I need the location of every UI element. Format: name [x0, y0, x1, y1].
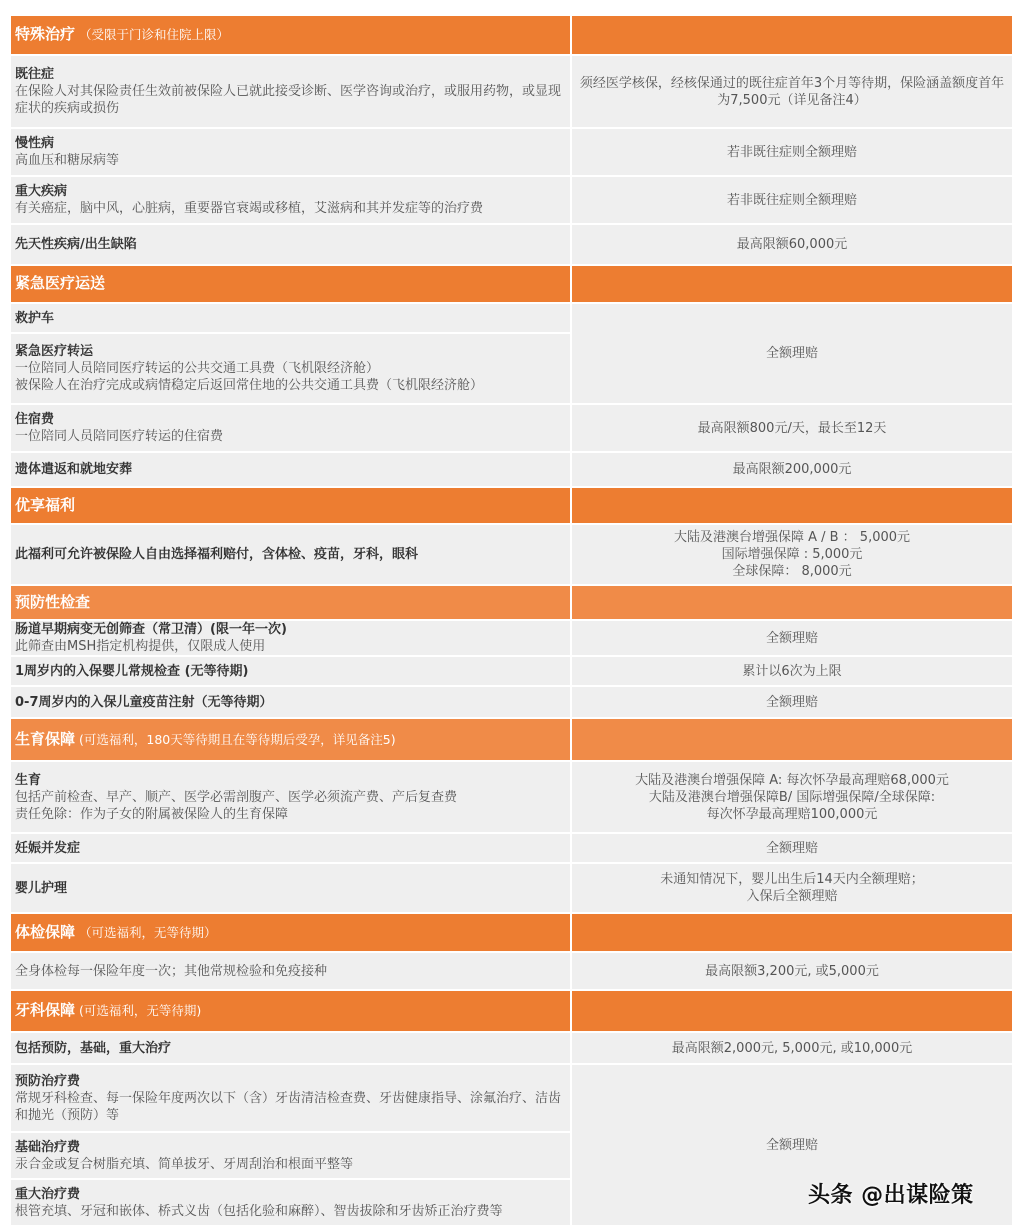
benefit-text: 全额理赔 [765, 694, 818, 710]
item-cell [10, 1064, 571, 1132]
item-cell [10, 487, 571, 524]
benefit-cell [571, 452, 1013, 487]
benefit-text: 最高限额200,000元 [732, 462, 852, 477]
item-description: 有关癌症，脑中风，心脏病，重要器官衰竭或移植，艾滋病和其并发症等的治疗费 [15, 201, 484, 216]
item-title: 妊娠并发症 [15, 840, 81, 856]
benefit-text: 累计以6次为上限 [742, 663, 842, 679]
table-row [10, 686, 1013, 718]
benefit-text: 每次怀孕最高理赔100,000元 [706, 806, 878, 822]
section-title: 特殊治疗 [15, 25, 76, 43]
item-cell [10, 913, 571, 952]
item-description: 汞合金或复合树脂充填、简单拔牙、牙周刮治和根面平整等 [15, 1156, 354, 1172]
item-cell [10, 128, 571, 176]
watermark: 头条 @出谋险策 [808, 1183, 974, 1208]
benefit-text: 最高限额60,000元 [736, 237, 848, 252]
section-note: （受限于门诊和住院上限） [79, 27, 230, 42]
table-row [10, 452, 1013, 487]
item-description: 一位陪同人员陪同医疗转运的住宿费 [15, 429, 224, 444]
benefit-cell [571, 833, 1013, 863]
benefit-cell [571, 863, 1013, 913]
benefit-text: 全额理赔 [765, 1137, 818, 1153]
benefit-text: 大陆及港澳台增强保障 A / B ： 5,000元 [673, 530, 911, 545]
item-cell [10, 1132, 571, 1179]
benefit-cell [571, 761, 1013, 833]
benefit-text: 国际增强保障 : 5,000元 [721, 547, 863, 562]
item-title: 肠道早期病变无创筛查（常卫清）(限一年一次) [15, 622, 287, 637]
section-title: 预防性检查 [15, 592, 91, 611]
item-cell [10, 452, 571, 487]
item-description: 常规牙科检查、每一保险年度两次以下（含）牙齿清洁检查费、牙齿健康指导、涂氟治疗、洁齿和抛光（预防）等 [15, 1090, 562, 1123]
benefits-table [9, 14, 1014, 1227]
table-row [10, 55, 1013, 128]
table-row [10, 1064, 1013, 1132]
section-title: 紧急医疗运送 [15, 274, 106, 292]
item-title: 1周岁内的入保婴儿常规检查 (无等待期) [15, 663, 249, 679]
benefit-text: 最高限额2,000元, 5,000元, 或10,000元 [671, 1040, 913, 1056]
item-title: 此福利可允许被保险人自由选择福利赔付，含体检、疫苗，牙科，眼科 [15, 547, 419, 562]
item-cell [10, 656, 571, 686]
item-cell [10, 15, 571, 55]
header-right-cell [571, 15, 1013, 55]
table-row [10, 524, 1013, 585]
table-row [10, 952, 1013, 990]
benefit-cell [571, 128, 1013, 176]
benefit-text: 全额理赔 [765, 840, 818, 856]
header-right-cell [571, 487, 1013, 524]
item-title: 重大治疗费 [15, 1186, 81, 1202]
table-row [10, 863, 1013, 913]
benefit-cell [571, 524, 1013, 585]
item-cell [10, 1032, 571, 1064]
table-row [10, 176, 1013, 224]
header-right-cell [571, 718, 1013, 761]
item-cell [10, 585, 571, 620]
benefit-cell [571, 620, 1013, 656]
item-cell [10, 718, 571, 761]
table-row [10, 761, 1013, 833]
item-description: 被保险人在治疗完成或病情稳定后返回常住地的公共交通工具费（飞机限经济舱） [15, 378, 484, 393]
section-note: (可选福利，180天等待期且在等待期后受孕，详见备注5) [79, 731, 396, 747]
item-description: 根管充填、牙冠和嵌体、桥式义齿（包括化验和麻醉）、智齿拔除和牙齿矫正治疗费等 [15, 1203, 503, 1219]
table-row [10, 404, 1013, 452]
item-cell [10, 303, 571, 333]
section-header [10, 585, 1013, 620]
benefit-text: 全额理赔 [765, 346, 818, 361]
table-row [10, 1032, 1013, 1064]
table-row [10, 833, 1013, 863]
item-cell [10, 333, 571, 404]
benefit-cell [571, 224, 1013, 265]
benefit-cell [571, 686, 1013, 718]
item-cell [10, 1179, 571, 1226]
benefit-cell [571, 55, 1013, 128]
header-right-cell [571, 990, 1013, 1032]
item-title: 住宿费 [15, 412, 55, 427]
section-title: 生育保障 [15, 729, 76, 748]
item-cell [10, 176, 571, 224]
item-cell [10, 620, 571, 656]
benefit-text: 全球保障： 8,000元 [732, 564, 852, 579]
item-title: 预防治疗费 [15, 1073, 81, 1089]
item-description: 在保险人对其保险责任生效前被保险人已就此接受诊断、医学咨询或治疗，或服用药物，或显现症状的疾病或损伤 [15, 84, 562, 116]
item-title: 基础治疗费 [15, 1139, 81, 1155]
item-title: 遗体遣返和就地安葬 [15, 462, 133, 477]
item-description: 包括产前检查、早产、顺产、医学必需剖腹产、医学必须流产费、产后复查费 [15, 789, 458, 805]
benefit-text: 最高限额800元/天，最长至12天 [697, 420, 887, 436]
item-cell [10, 686, 571, 718]
section-note: (可选福利，无等待期) [79, 1003, 202, 1018]
item-description: 高血压和糖尿病等 [15, 153, 120, 168]
section-title: 牙科保障 [15, 1001, 76, 1019]
section-header [10, 718, 1013, 761]
benefit-text: 入保后全额理赔 [746, 889, 838, 904]
item-title: 救护车 [15, 310, 55, 326]
benefit-cell [571, 952, 1013, 990]
item-cell [10, 404, 571, 452]
item-cell [10, 55, 571, 128]
header-right-cell [571, 913, 1013, 952]
section-header [10, 990, 1013, 1032]
item-title: 慢性病 [15, 136, 55, 151]
benefit-text: 大陆及港澳台增强保障B/ 国际增强保障/全球保障: [648, 789, 936, 805]
item-title: 生育 [15, 772, 42, 788]
item-cell [10, 952, 571, 990]
item-title: 婴儿护理 [15, 880, 68, 896]
item-description: 一位陪同人员陪同医疗转运的公共交通工具费（飞机限经济舱） [15, 361, 380, 376]
item-cell [10, 863, 571, 913]
benefit-text: 最高限额3,200元, 或5,000元 [705, 963, 879, 979]
item-cell [10, 761, 571, 833]
benefit-text: 须经医学核保，经核保通过的既往症首年3个月等待期，保险涵盖额度首年为7,500元（详见备注4） [579, 75, 1005, 108]
item-cell [10, 833, 571, 863]
benefits-table-body [10, 15, 1013, 1226]
table-row [10, 128, 1013, 176]
section-note: （可选福利，无等待期） [79, 924, 217, 940]
item-cell [10, 265, 571, 303]
section-header [10, 913, 1013, 952]
benefit-cell [571, 303, 1013, 404]
section-header [10, 487, 1013, 524]
item-description: 全身体检每一保险年度一次；其他常规检验和免疫接种 [15, 963, 328, 979]
item-cell [10, 990, 571, 1032]
benefit-cell [571, 1032, 1013, 1064]
header-right-cell [571, 585, 1013, 620]
item-title: 包括预防，基础，重大治疗 [15, 1040, 172, 1056]
benefit-text: 未通知情况下，婴儿出生后14天内全额理赔； [660, 872, 924, 887]
table-row [10, 303, 1013, 333]
item-title: 重大疾病 [15, 184, 68, 199]
section-header [10, 265, 1013, 303]
item-description: 此筛查由MSH指定机构提供，仅限成人使用 [15, 639, 266, 654]
section-title: 优享福利 [15, 495, 76, 514]
item-cell [10, 224, 571, 265]
item-title: 0-7周岁内的入保儿童疫苗注射（无等待期） [15, 694, 273, 710]
benefit-cell [571, 656, 1013, 686]
section-title: 体检保障 [15, 922, 76, 941]
item-title: 先天性疾病/出生缺陷 [15, 237, 137, 252]
table-row [10, 656, 1013, 686]
benefit-text: 若非既往症则全额理赔 [726, 192, 857, 208]
item-title: 既往症 [15, 67, 55, 82]
section-header [10, 15, 1013, 55]
benefit-cell [571, 404, 1013, 452]
benefit-cell [571, 176, 1013, 224]
benefit-text: 全额理赔 [765, 630, 818, 646]
item-title: 紧急医疗转运 [15, 344, 94, 359]
item-description: 责任免除：作为子女的附属被保险人的生育保障 [15, 806, 289, 822]
header-right-cell [571, 265, 1013, 303]
benefit-text: 若非既往症则全额理赔 [726, 144, 857, 160]
item-cell [10, 524, 571, 585]
benefit-text: 大陆及港澳台增强保障 A: 每次怀孕最高理赔68,000元 [635, 772, 949, 788]
table-row [10, 620, 1013, 656]
table-row [10, 224, 1013, 265]
